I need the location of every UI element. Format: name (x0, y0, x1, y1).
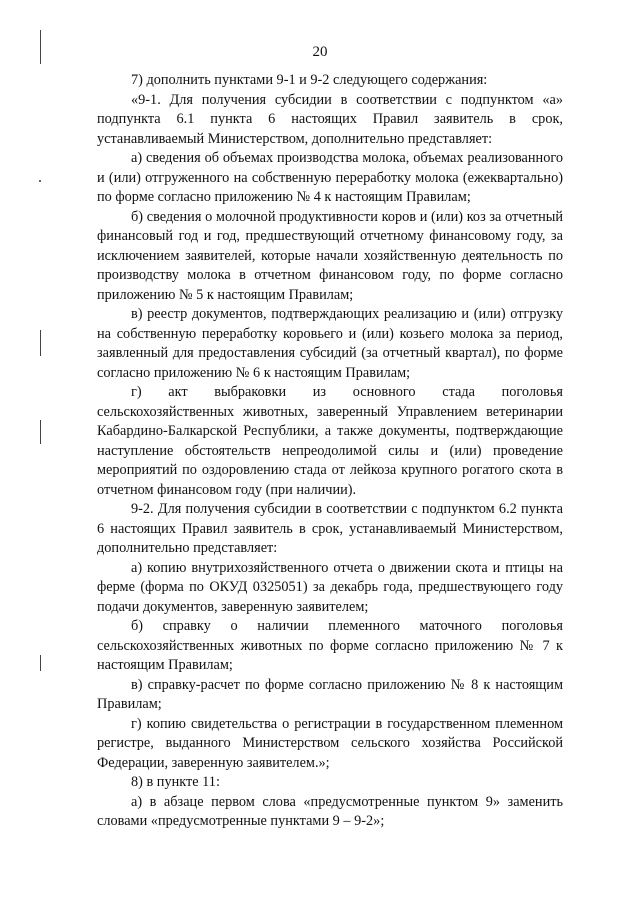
paragraph-9-2-g: г) копию свидетельства о регистрации в государственном племенном регистре, выданного Министерством сельского хозяйства Российской Федерации, заверенную заявителем.»; (97, 715, 563, 771)
document-body (97, 71, 563, 832)
page-number: 20 (312, 44, 328, 60)
paragraph-9-1-v: в) реестр документов, подтверждающих реализацию и (или) отгрузку на собственную переработку коровьего и (или) козьего молока за период, заявленный для предоставления субсидий (за отчетный квартал), по форме согласно приложению № 6 к настоящим Правилам; (97, 306, 563, 381)
paragraph-9-1-b: б) сведения о молочной продуктивности коров и (или) коз за отчетный финансовый год и год, предшествующий отчетному финансовому году, за исключением заявителей, которые начали хозяйственную деятельность по производству молока в отчетном финансовом году, по форме согласно приложению № 5 к настоящим Правилам; (97, 208, 563, 303)
paragraph-8: 8) в пункте 11: (131, 774, 220, 790)
paragraph-7: 7) дополнить пунктами 9-1 и 9-2 следующего содержания: (131, 72, 488, 88)
paragraph-9-2-a: а) копию внутрихозяйственного отчета о движении скота и птицы на ферме (форма по ОКУД 0325051) за декабрь года, предшествующего году подачи документов, заверенную заявителем; (97, 559, 563, 615)
margin-mark (40, 420, 41, 444)
paragraph-9-1-a: а) сведения об объемах производства молока, объемах реализованного и (или) отгруженного на собственную переработку молока (ежеквартально) по форме согласно приложению № 4 к настоящим Правилам; (97, 150, 563, 205)
paragraph-9-2-intro: 9-2. Для получения субсидии в соответствии с подпунктом 6.2 пункта 6 настоящих Правил заявитель в срок, устанавливаемый Министерством, дополнительно представляет: (97, 501, 563, 556)
margin-mark (40, 655, 41, 671)
margin-mark (40, 330, 41, 356)
paragraph-9-2-b: б) справку о наличии племенного маточного поголовья сельскохозяйственных животных по форме согласно приложению № 7 к настоящим Правилам; (97, 618, 563, 673)
paragraph-9-2-v: в) справку-расчет по форме согласно приложению № 8 к настоящим Правилам; (97, 676, 563, 712)
paragraph-9-1-g: г) акт выбраковки из основного стада поголовья сельскохозяйственных животных, заверенный Управлением ветеринарии Кабардино-Балкарской Республики, а также документы, подтверждающие наступление обстоятельств непреодолимой силы и (или) проведение мероприятий по оздоровлению стада от лейкоза крупного рогатого скота в отчетном финансовом году (при наличии). (97, 384, 563, 498)
paragraph-8-a: а) в абзаце первом слова «предусмотренные пунктом 9» заменить словами «предусмотренные пунктами 9 – 9-2»; (97, 793, 563, 829)
margin-dot (39, 180, 41, 182)
paragraph-9-1-intro: «9-1. Для получения субсидии в соответствии с подпунктом «а» подпункта 6.1 пункта 6 настоящих Правил заявитель в срок, устанавливаемый Министерством, дополнительно представляет: (97, 91, 563, 147)
